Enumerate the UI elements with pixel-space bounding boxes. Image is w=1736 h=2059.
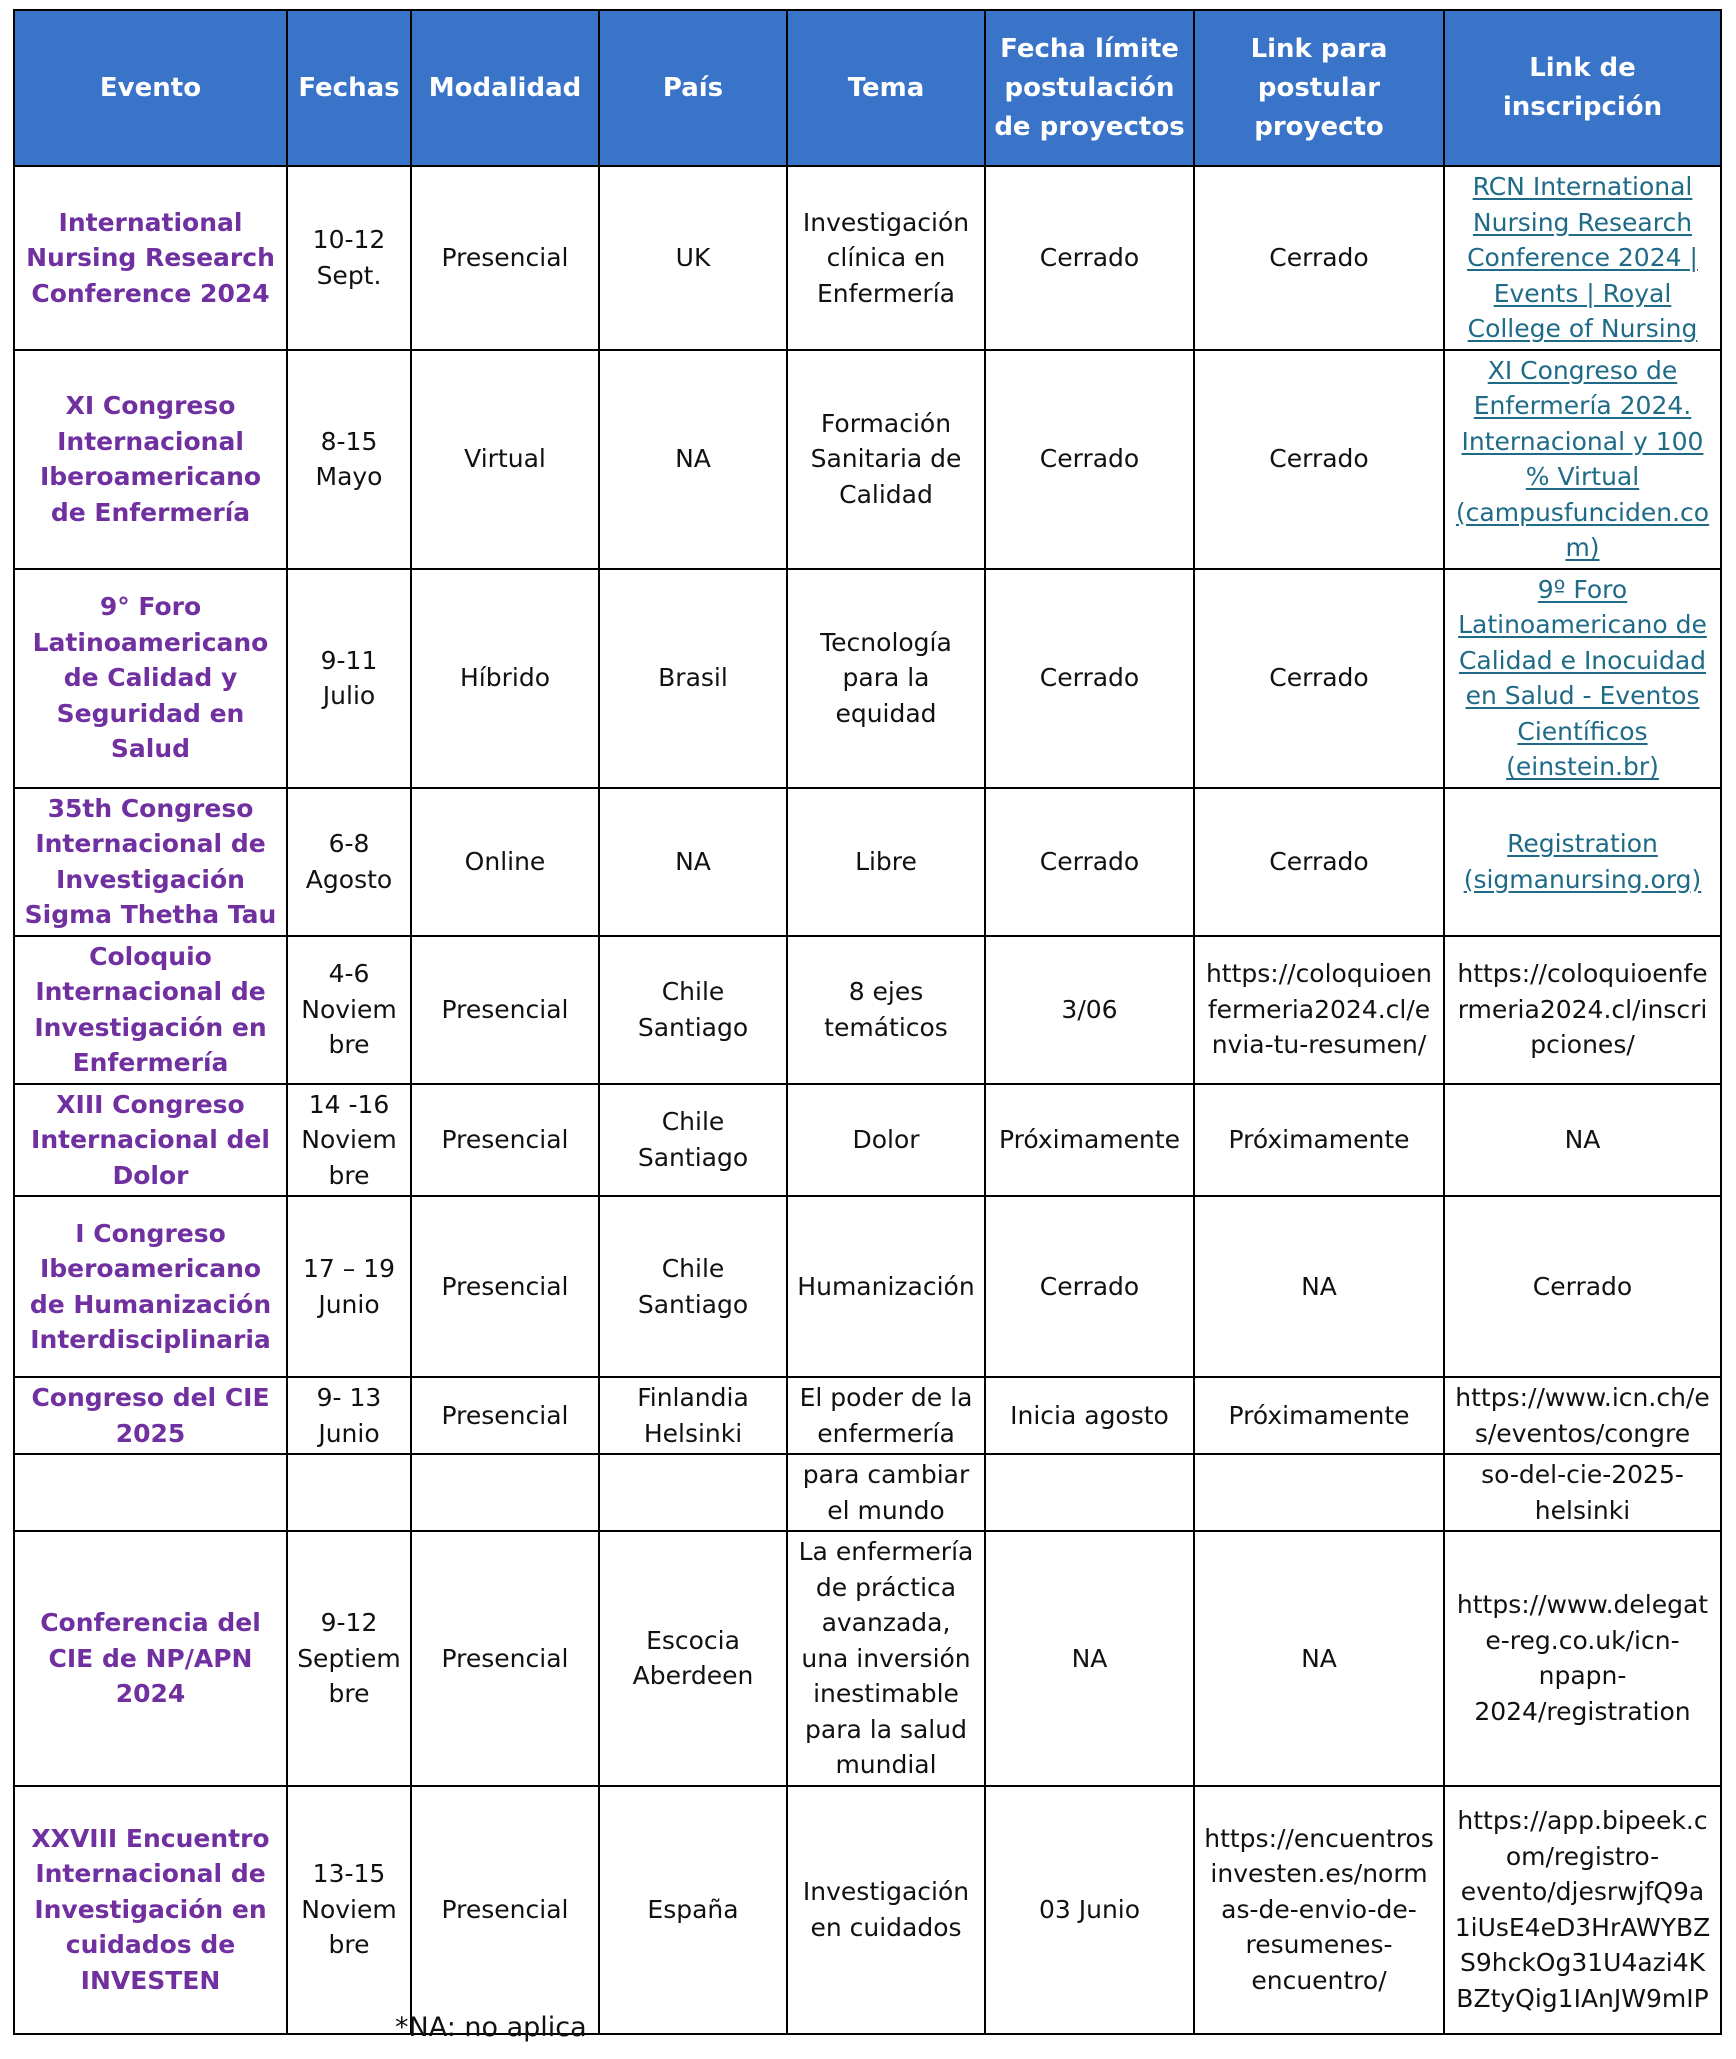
event-name-cell: 9° Foro Latinoamericano de Calidad y Seguridad en Salud	[14, 569, 287, 788]
submission-link-cell: Próximamente	[1194, 1377, 1444, 1454]
registration-link-cell: https://www.delegate-reg.co.uk/icn-npapn-2024/registration	[1444, 1531, 1721, 1786]
table-row	[14, 1084, 1721, 1197]
registration-link-cell: Cerrado	[1444, 1196, 1721, 1377]
modality-cell: Presencial	[411, 1531, 599, 1786]
registration-link-cell	[1444, 166, 1721, 350]
modality-cell: Presencial	[411, 936, 599, 1084]
topic-cell: Humanización	[787, 1196, 985, 1377]
registration-link[interactable]: Registration (sigmanursing.org)	[1463, 829, 1702, 894]
registration-link[interactable]: XI Congreso de Enfermería 2024. Internacional y 100 % Virtual (campusfunciden.com)	[1455, 355, 1710, 562]
topic-cell: Tecnología para la equidad	[787, 569, 985, 788]
deadline-cell: 3/06	[985, 936, 1194, 1084]
deadline-cell: Cerrado	[985, 166, 1194, 350]
registration-link-cell	[1444, 788, 1721, 936]
dates-cell: 9- 13 Junio	[287, 1377, 411, 1454]
event-name-cell: International Nursing Research Conference 2024	[14, 166, 287, 350]
deadline-cell: 03 Junio	[985, 1786, 1194, 2034]
dates-cell	[287, 1454, 411, 1531]
registration-link[interactable]: 9º Foro Latinoamericano de Calidad e Inocuidad en Salud - Eventos Científicos (einstein.br)	[1458, 574, 1707, 781]
submission-link-cell: Próximamente	[1194, 1084, 1444, 1197]
column-header-modalidad: Modalidad	[411, 10, 599, 166]
deadline-cell: Próximamente	[985, 1084, 1194, 1197]
country-cell: Finlandia Helsinki	[599, 1377, 787, 1454]
submission-link-cell: NA	[1194, 1196, 1444, 1377]
table-body	[14, 166, 1721, 2034]
submission-link-cell	[1194, 1454, 1444, 1531]
table-row	[14, 1196, 1721, 1377]
modality-cell: Híbrido	[411, 569, 599, 788]
submission-link-cell: Cerrado	[1194, 788, 1444, 936]
topic-cell: para cambiar el mundo	[787, 1454, 985, 1531]
event-name-cell: XI Congreso Internacional Iberoamericano de Enfermería	[14, 350, 287, 569]
table-row	[14, 569, 1721, 788]
country-cell: Escocia Aberdeen	[599, 1531, 787, 1786]
dates-cell: 6-8 Agosto	[287, 788, 411, 936]
table-header-row	[14, 10, 1721, 166]
table-row	[14, 1786, 1721, 2034]
column-header-fecha-limite: Fecha límite postulación de proyectos	[985, 10, 1194, 166]
country-cell: UK	[599, 166, 787, 350]
country-cell	[599, 1454, 787, 1531]
submission-link-cell: Cerrado	[1194, 569, 1444, 788]
event-name-cell: Coloquio Internacional de Investigación en Enfermería	[14, 936, 287, 1084]
submission-link-cell: https://coloquioenfermeria2024.cl/envia-tu-resumen/	[1194, 936, 1444, 1084]
topic-cell: Formación Sanitaria de Calidad	[787, 350, 985, 569]
event-name-cell: 35th Congreso Internacional de Investigación Sigma Thetha Tau	[14, 788, 287, 936]
topic-cell: Investigación en cuidados	[787, 1786, 985, 2034]
deadline-cell	[985, 1454, 1194, 1531]
modality-cell: Online	[411, 788, 599, 936]
column-header-link-inscripcion: Link de inscripción	[1444, 10, 1721, 166]
topic-cell: El poder de la enfermería	[787, 1377, 985, 1454]
country-cell: NA	[599, 350, 787, 569]
modality-cell: Presencial	[411, 1196, 599, 1377]
topic-cell: Libre	[787, 788, 985, 936]
submission-link-cell: Cerrado	[1194, 166, 1444, 350]
country-cell: Brasil	[599, 569, 787, 788]
registration-link-cell: https://app.bipeek.com/registro-evento/djesrwjfQ9a1iUsE4eD3HrAWYBZS9hckOg31U4azi4KBZtyQig1IAnJW9mIP	[1444, 1786, 1721, 2034]
table-row	[14, 788, 1721, 936]
table-row	[14, 1454, 1721, 1531]
events-table	[13, 9, 1722, 2035]
event-name-cell: Conferencia del CIE de NP/APN 2024	[14, 1531, 287, 1786]
column-header-evento: Evento	[14, 10, 287, 166]
column-header-fechas: Fechas	[287, 10, 411, 166]
topic-cell: 8 ejes temáticos	[787, 936, 985, 1084]
country-cell: Chile Santiago	[599, 1196, 787, 1377]
modality-cell: Presencial	[411, 1377, 599, 1454]
dates-cell: 9-12 Septiembre	[287, 1531, 411, 1786]
column-header-tema: Tema	[787, 10, 985, 166]
dates-cell: 8-15 Mayo	[287, 350, 411, 569]
country-cell: Chile Santiago	[599, 936, 787, 1084]
dates-cell: 4-6 Noviembre	[287, 936, 411, 1084]
dates-cell: 13-15 Noviembre	[287, 1786, 411, 2034]
modality-cell: Presencial	[411, 166, 599, 350]
modality-cell: Presencial	[411, 1084, 599, 1197]
column-header-pais: País	[599, 10, 787, 166]
deadline-cell: Inicia agosto	[985, 1377, 1194, 1454]
registration-link-cell	[1444, 569, 1721, 788]
dates-cell: 14 -16 Noviembre	[287, 1084, 411, 1197]
deadline-cell: Cerrado	[985, 350, 1194, 569]
modality-cell: Presencial	[411, 1786, 599, 2034]
footnote: *NA: no aplica	[395, 2012, 587, 2043]
modality-cell: Virtual	[411, 350, 599, 569]
table-row	[14, 166, 1721, 350]
event-name-cell: I Congreso Iberoamericano de Humanización Interdisciplinaria	[14, 1196, 287, 1377]
submission-link-cell: https://encuentrosinvesten.es/normas-de-envio-de-resumenes-encuentro/	[1194, 1786, 1444, 2034]
deadline-cell: Cerrado	[985, 1196, 1194, 1377]
deadline-cell: NA	[985, 1531, 1194, 1786]
table-row	[14, 1531, 1721, 1786]
deadline-cell: Cerrado	[985, 569, 1194, 788]
column-header-link-postular: Link para postular proyecto	[1194, 10, 1444, 166]
deadline-cell: Cerrado	[985, 788, 1194, 936]
topic-cell: Dolor	[787, 1084, 985, 1197]
registration-link[interactable]: RCN International Nursing Research Conference 2024 | Events | Royal College of Nursing	[1467, 172, 1698, 343]
country-cell: España	[599, 1786, 787, 2034]
registration-link-cell: https://coloquioenfermeria2024.cl/inscripciones/	[1444, 936, 1721, 1084]
table-row	[14, 936, 1721, 1084]
dates-cell: 17 – 19 Junio	[287, 1196, 411, 1377]
country-cell: NA	[599, 788, 787, 936]
topic-cell: Investigación clínica en Enfermería	[787, 166, 985, 350]
event-name-cell: XIII Congreso Internacional del Dolor	[14, 1084, 287, 1197]
country-cell: Chile Santiago	[599, 1084, 787, 1197]
table-row	[14, 350, 1721, 569]
table-row	[14, 1377, 1721, 1454]
dates-cell: 10-12 Sept.	[287, 166, 411, 350]
modality-cell	[411, 1454, 599, 1531]
topic-cell: La enfermería de práctica avanzada, una inversión inestimable para la salud mundial	[787, 1531, 985, 1786]
submission-link-cell: NA	[1194, 1531, 1444, 1786]
event-name-cell: Congreso del CIE 2025	[14, 1377, 287, 1454]
registration-link-cell: so-del-cie-2025-helsinki	[1444, 1454, 1721, 1531]
registration-link-cell: NA	[1444, 1084, 1721, 1197]
registration-link-cell: https://www.icn.ch/es/eventos/congre	[1444, 1377, 1721, 1454]
event-name-cell: XXVIII Encuentro Internacional de Investigación en cuidados de INVESTEN	[14, 1786, 287, 2034]
event-name-cell	[14, 1454, 287, 1531]
registration-link-cell	[1444, 350, 1721, 569]
submission-link-cell: Cerrado	[1194, 350, 1444, 569]
dates-cell: 9-11 Julio	[287, 569, 411, 788]
